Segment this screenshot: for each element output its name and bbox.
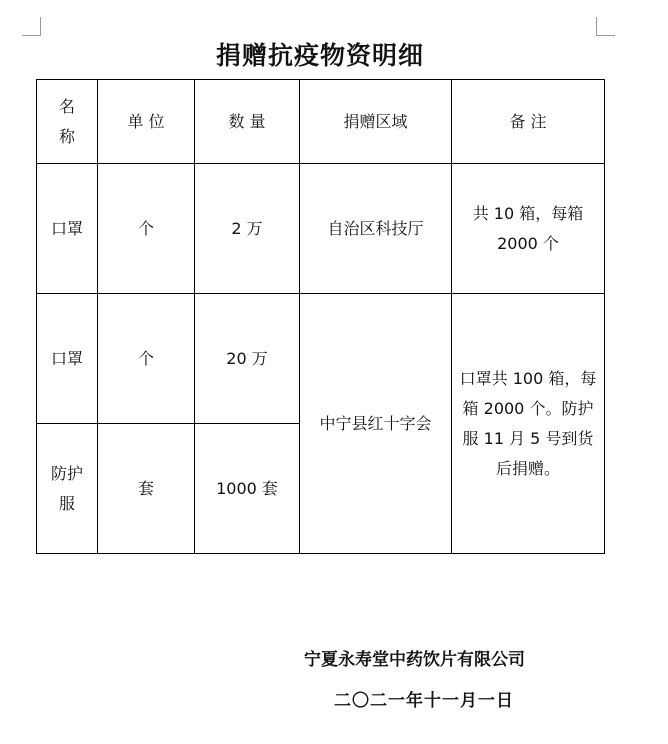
row1-name: 口罩 — [37, 164, 98, 294]
table-row — [37, 164, 605, 294]
document-title: 捐赠抗疫物资明细 — [215, 41, 424, 70]
row3-quantity: 1000 套 — [195, 424, 300, 554]
row2-quantity: 20 万 — [195, 294, 300, 424]
row1-remark — [452, 164, 605, 294]
row2-remark: 口罩共 100 箱，每箱 2000 个。防护服 11 月 5 号到货后捐赠。 — [452, 294, 605, 554]
header-name-line1: 名 — [58, 96, 75, 116]
header-region: 捐赠区域 — [300, 80, 452, 164]
header-unit: 单 位 — [98, 80, 195, 164]
page-corner-mark-top-right — [596, 17, 615, 36]
header-remark: 备 注 — [452, 80, 605, 164]
row2-unit: 个 — [98, 294, 195, 424]
donation-table — [36, 79, 605, 554]
header-name-line2: 称 — [58, 126, 75, 146]
row3-unit: 套 — [98, 424, 195, 554]
header-name — [37, 80, 98, 164]
page-corner-mark-top-left — [22, 17, 41, 36]
header-quantity: 数 量 — [195, 80, 300, 164]
row3-name-line2: 服 — [58, 493, 75, 513]
row1-quantity: 2 万 — [195, 164, 300, 294]
row2-name: 口罩 — [37, 294, 98, 424]
signature-company: 宁夏永寿堂中药饮片有限公司 — [304, 650, 525, 670]
table-header-row — [37, 80, 605, 164]
row3-name-line1: 防护 — [50, 463, 83, 483]
row1-unit: 个 — [98, 164, 195, 294]
signature-date: 二〇二一年十一月一日 — [334, 691, 514, 711]
row1-region: 自治区科技厅 — [300, 164, 452, 294]
row3-name — [37, 424, 98, 554]
row1-remark-line2: 2000 个 — [497, 233, 559, 253]
row2-region: 中宁县红十字会 — [300, 294, 452, 554]
row1-remark-line1: 共 10 箱，每箱 — [472, 203, 584, 223]
table-row — [37, 294, 605, 424]
